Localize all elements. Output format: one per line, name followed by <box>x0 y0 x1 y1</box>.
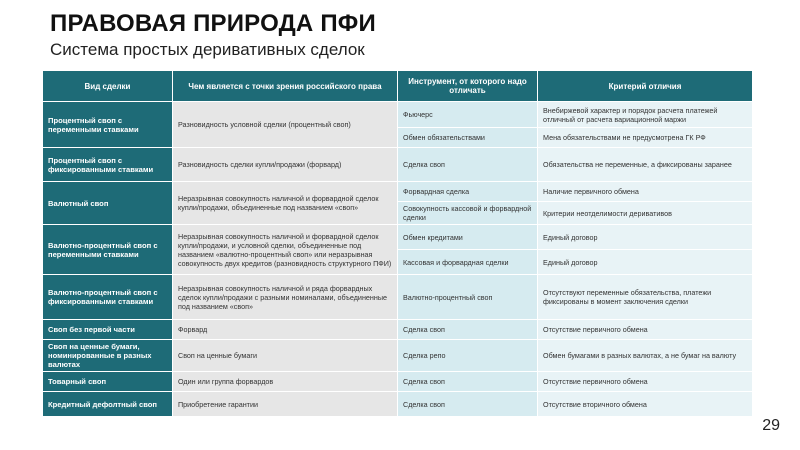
table-row <box>43 372 753 392</box>
column-header-type: Вид сделки <box>43 71 173 102</box>
criterion-cell: Отсутствие вторичного обмена <box>538 392 753 417</box>
criterion-cell: Единый договор <box>538 250 753 275</box>
deal-type-cell: Валютный своп <box>43 182 173 225</box>
instrument-cell: Обмен обязательствами <box>398 128 538 148</box>
legal-nature-cell: Неразрывная совокупность наличной и форвардной сделок купли/продажи, и условной сделки, объединенные под названием «валютно-процентный своп» или неразрывная совокупность двух кредитов (разновидность структурного ПФИ) <box>173 225 398 275</box>
instrument-cell: Валютно-процентный своп <box>398 275 538 320</box>
deal-type-cell: Товарный своп <box>43 372 173 392</box>
instrument-cell: Кассовая и форвардная сделки <box>398 250 538 275</box>
criterion-cell: Наличие первичного обмена <box>538 182 753 202</box>
column-header-instrument: Инструмент, от которого надо отличать <box>398 71 538 102</box>
page-subtitle: Система простых деривативных сделок <box>50 40 365 59</box>
deal-type-cell: Процентный своп с переменными ставками <box>43 102 173 148</box>
table-row <box>43 340 753 372</box>
instrument-cell: Сделка своп <box>398 392 538 417</box>
table-row <box>43 320 753 340</box>
criterion-cell: Отсутствуют переменные обязательства, платежи фиксированы в момент заключения сделки <box>538 275 753 320</box>
table-row <box>43 225 753 250</box>
instrument-cell: Фьючерс <box>398 102 538 128</box>
deal-type-cell: Валютно-процентный своп с фиксированными ставками <box>43 275 173 320</box>
table-header-row <box>43 71 753 102</box>
legal-nature-cell: Форвард <box>173 320 398 340</box>
instrument-cell: Совокупность кассовой и форвардной сделки <box>398 202 538 225</box>
legal-nature-cell: Неразрывная совокупность наличной и форвардной сделок купли/продажи, объединенные под названием «своп» <box>173 182 398 225</box>
legal-nature-cell: Один или группа форвардов <box>173 372 398 392</box>
criterion-cell: Критерии неотделимости деривативов <box>538 202 753 225</box>
legal-nature-cell: Разновидность условной сделки (процентный своп) <box>173 102 398 148</box>
page-title: ПРАВОВАЯ ПРИРОДА ПФИ <box>50 10 376 37</box>
criterion-cell: Отсутствие первичного обмена <box>538 372 753 392</box>
instrument-cell: Сделка своп <box>398 320 538 340</box>
table-row <box>43 275 753 320</box>
legal-nature-cell: Неразрывная совокупность наличной и ряда форвардных сделок купли/продажи с разными номиналами, объединенные под названием «своп» <box>173 275 398 320</box>
legal-nature-cell: Разновидность сделки купли/продажи (форвард) <box>173 148 398 182</box>
table-row <box>43 392 753 417</box>
instrument-cell: Сделка репо <box>398 340 538 372</box>
criterion-cell: Обязательства не переменные, а фиксированы заранее <box>538 148 753 182</box>
column-header-criterion: Критерий отличия <box>538 71 753 102</box>
criterion-cell: Единый договор <box>538 225 753 250</box>
instrument-cell: Обмен кредитами <box>398 225 538 250</box>
criterion-cell: Внебиржевой характер и порядок расчета платежей отличный от расчета вариационной маржи <box>538 102 753 128</box>
deal-type-cell: Своп без первой части <box>43 320 173 340</box>
instrument-cell: Сделка своп <box>398 148 538 182</box>
deal-type-cell: Своп на ценные бумаги, номинированные в разных валютах <box>43 340 173 372</box>
legal-nature-cell: Приобретение гарантии <box>173 392 398 417</box>
table-row <box>43 182 753 202</box>
deal-type-cell: Кредитный дефолтный своп <box>43 392 173 417</box>
criterion-cell: Обмен бумагами в разных валютах, а не бумаг на валюту <box>538 340 753 372</box>
column-header-nature: Чем является с точки зрения российского права <box>173 71 398 102</box>
criterion-cell: Мена обязательствами не предусмотрена ГК РФ <box>538 128 753 148</box>
legal-nature-cell: Своп на ценные бумаги <box>173 340 398 372</box>
criterion-cell: Отсутствие первичного обмена <box>538 320 753 340</box>
derivatives-table <box>42 70 753 417</box>
table-row <box>43 102 753 128</box>
page-number: 29 <box>762 417 780 434</box>
instrument-cell: Сделка своп <box>398 372 538 392</box>
deal-type-cell: Процентный своп с фиксированными ставками <box>43 148 173 182</box>
instrument-cell: Форвардная сделка <box>398 182 538 202</box>
deal-type-cell: Валютно-процентный своп с переменными ставками <box>43 225 173 275</box>
table-row <box>43 148 753 182</box>
